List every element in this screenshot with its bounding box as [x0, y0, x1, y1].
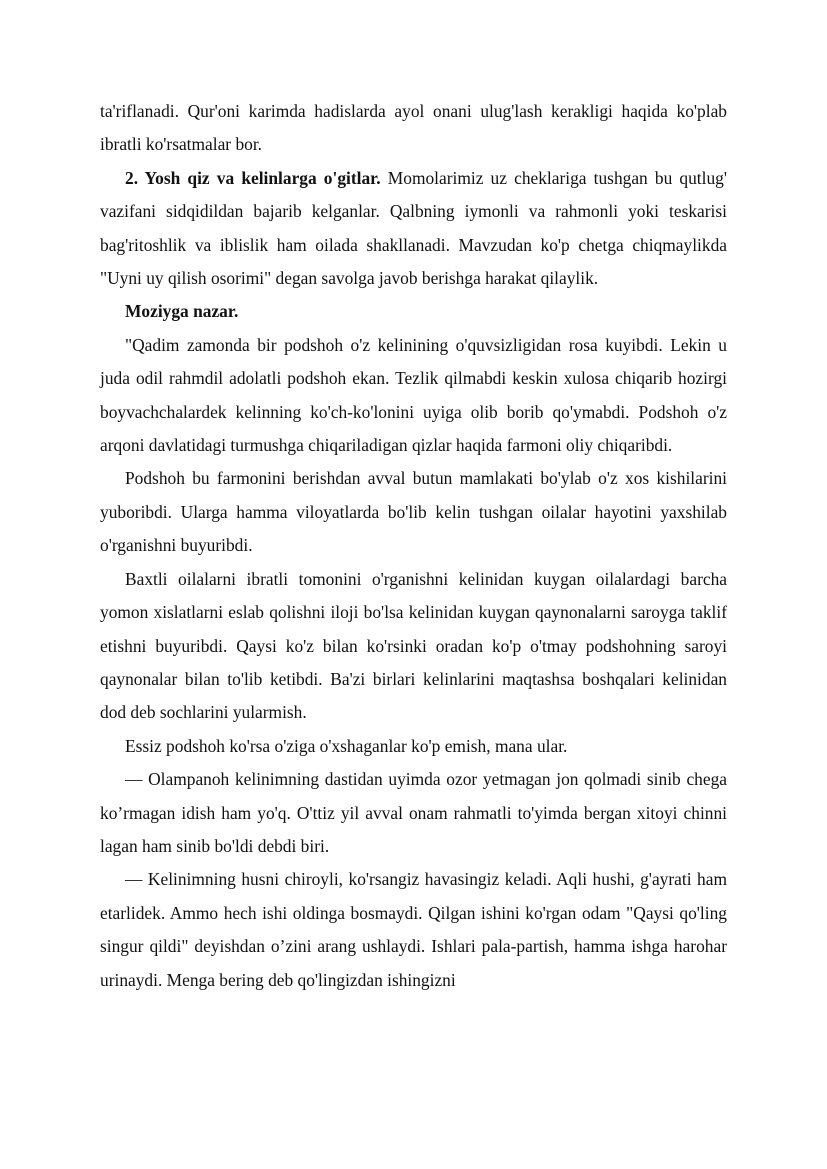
section-heading: 2. Yosh qiz va kelinlarga o'gitlar. [125, 167, 381, 188]
paragraph-1-text: ta'riflanadi. Qur'oni karimda hadislarda ayol onani ulug'lash kerakligi haqida ko'plab ibratli ko'rsatmalar bor. [100, 101, 727, 155]
paragraph-8 [100, 763, 727, 863]
paragraph-6 [100, 563, 727, 730]
paragraph-9 [100, 863, 727, 997]
paragraph-4 [100, 329, 727, 463]
subheading: Moziyga nazar. [125, 301, 239, 322]
paragraph-6-text: Baxtli oilalarni ibratli tomonini o'rganishni kelinidan kuygan oilalardagi barcha yomon xislatlarni eslab qolishni iloji bo'lsa kelinidan kuygan qaynonalarni saroyga taklif etishni buyuribdi. Qaysi ko'z bilan ko'rsinki oradan ko'p o'tmay podshohning saroyi qaynonalar bilan to'lib ketibdi. Ba'zi birlari kelinlarini maqtashsa boshqalari kelinidan dod deb sochlarini yularmish. [100, 568, 727, 723]
paragraph-5-text: Podshoh bu farmonini berishdan avval butun mamlakati bo'ylab o'z xos kishilarini yuboribdi. Ularga hamma viloyatlarda bo'lib kelin tushgan oilalar hayotini yaxshilab o'rganishni buyuribdi. [100, 468, 727, 556]
paragraph-1 [100, 95, 727, 162]
paragraph-7-text: Essiz podshoh ko'rsa o'ziga o'xshaganlar ko'p emish, mana ular. [125, 735, 568, 756]
paragraph-5 [100, 462, 727, 562]
subheading-paragraph [100, 295, 727, 328]
paragraph-2-text: Momolarimiz uz cheklariga tushgan bu qutlug' vazifani sidqidildan bajarib kelganlar. Qalbning iymonli va rahmonli yoki teskarisi bag'ritoshlik va iblislik ham oilada shakllanadi. Mavzudan ko'p chetga chiqmaylikda "Uyni uy qilish osorimi" degan savolga javob berishga harakat qilaylik. [100, 167, 727, 289]
paragraph-4-text: "Qadim zamonda bir podshoh o'z kelinining o'quvsizligidan rosa kuyibdi. Lekin u juda odil rahmdil adolatli podshoh ekan. Tezlik qilmabdi keskin xulosa chiqarib hozirgi boyvachchalardek kelinning ko'ch-ko'lonini uyiga olib borib qo'ymabdi. Podshoh o'z arqoni davlatidagi turmushga chiqariladigan qizlar haqida farmoni oliy chiqaribdi. [100, 334, 727, 456]
paragraph-2 [100, 162, 727, 296]
paragraph-7 [100, 730, 727, 763]
paragraph-9-text: — Kelinimning husni chiroyli, ko'rsangiz havasingiz keladi. Aqli hushi, g'ayrati ham etarlidek. Ammo hech ishi oldinga bosmaydi. Qilgan ishini ko'rgan odam "Qaysi qo'ling singur qildi" deyishdan o’zini arang ushlaydi. Ishlari pala-partish, hamma ishga harohar urinaydi. Menga bering deb qo'lingizdan ishingizni [100, 869, 727, 990]
document-page [100, 95, 727, 997]
paragraph-8-text: — Olampanoh kelinimning dastidan uyimda ozor yetmagan jon qolmadi sinib chega ko’rmagan idish ham yo'q. O'ttiz yil avval onam rahmatli to'yimda bergan xitoyi chinni lagan ham sinib bo'ldi debdi biri. [100, 769, 727, 856]
